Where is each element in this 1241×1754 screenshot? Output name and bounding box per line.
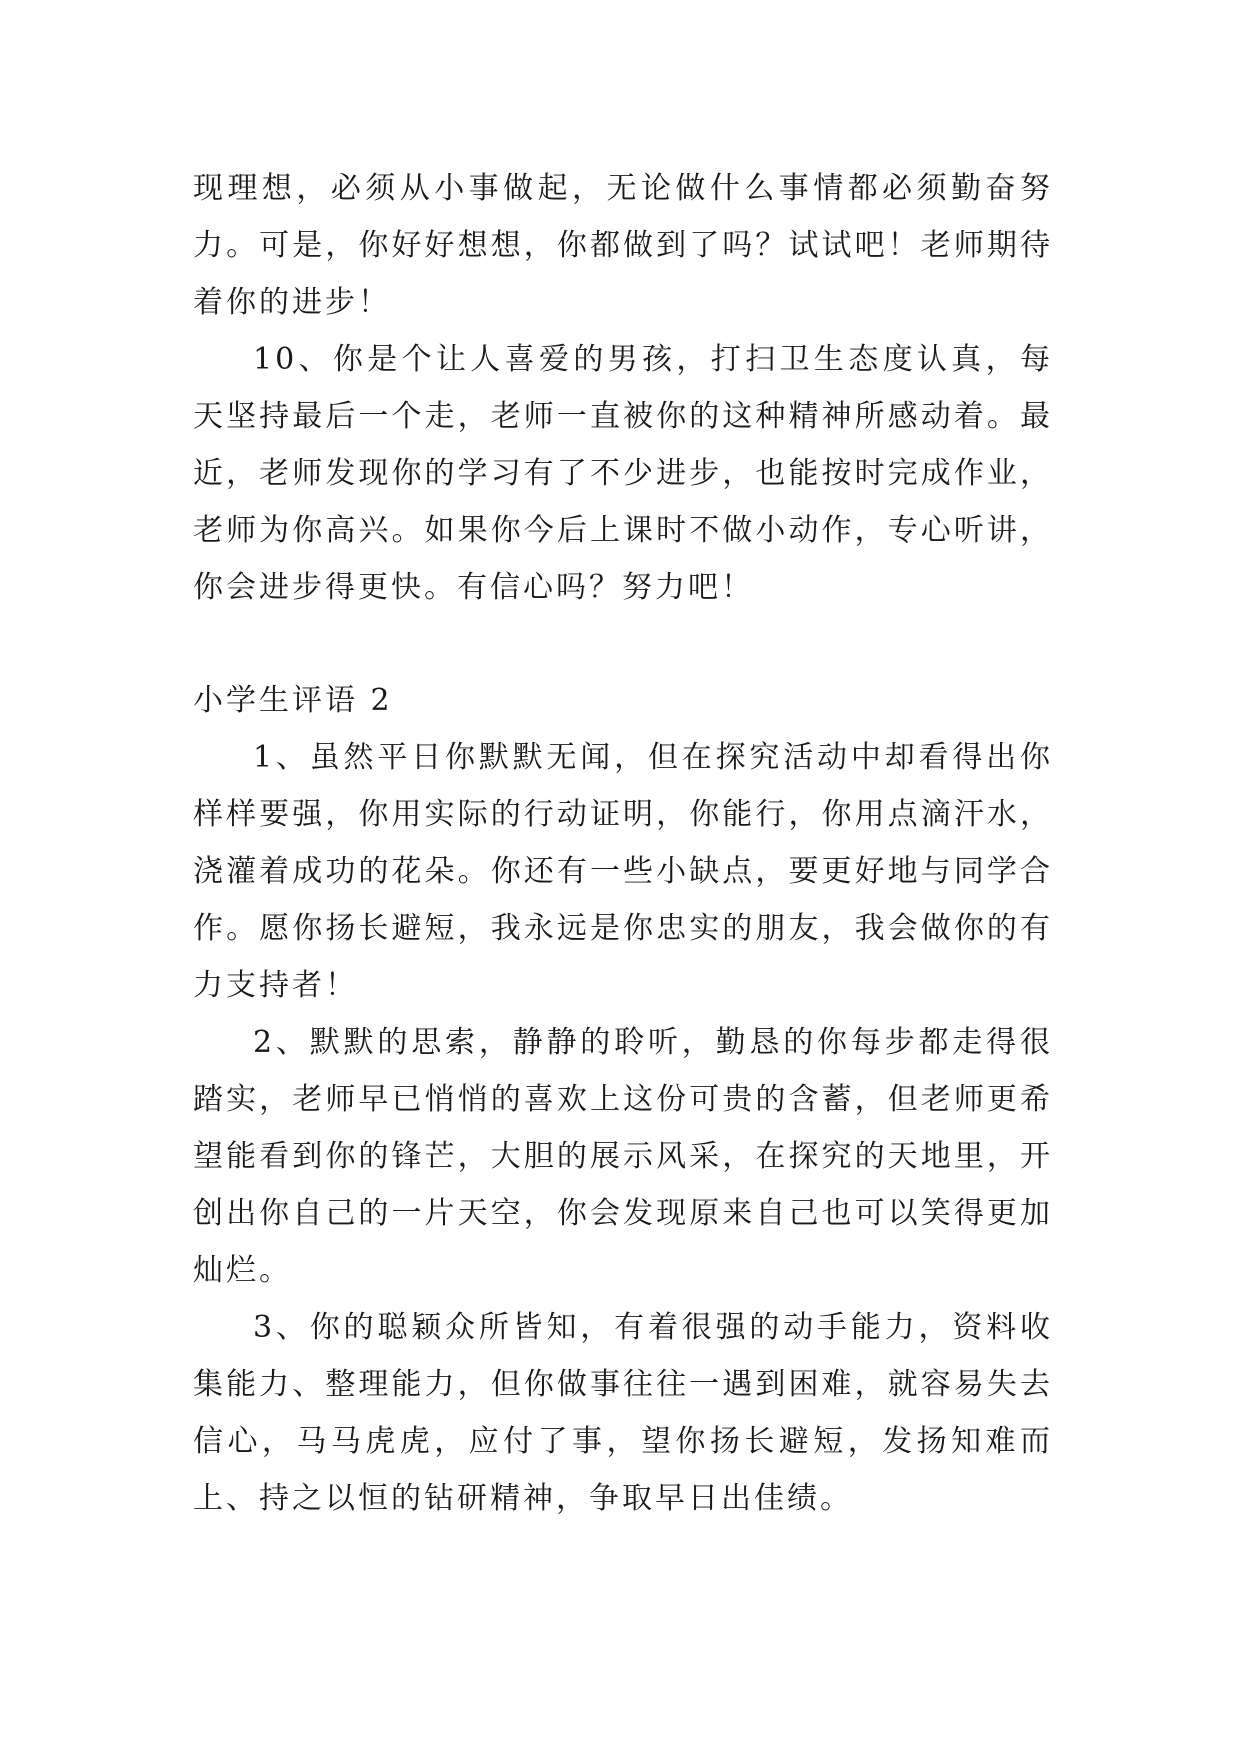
continued-paragraph: 现理想，必须从小事做起，无论做什么事情都必须勤奋努力。可是，你好好想想，你都做到了吗？试试吧！老师期待着你的进步！ — [193, 171, 1053, 320]
comment-paragraph-2: 2、默默的思索，静静的聆听，勤恳的你每步都走得很踏实，老师早已悄悄的喜欢上这份可贵的含蓄，但老师更希望能看到你的锋芒，大胆的展示风采，在探究的天地里，开创出你自己的一片天空，你会发现原来自己也可以笑得更加灿烂。 — [193, 1025, 1053, 1288]
document-body — [193, 160, 1053, 1527]
comment-paragraph-3: 3、你的聪颖众所皆知，有着很强的动手能力，资料收集能力、整理能力，但你做事往往一遇到困难，就容易失去信心，马马虎虎，应付了事，望你扬长避短，发扬知难而上、持之以恒的钻研精神，争取早日出佳绩。 — [193, 1310, 1053, 1516]
section-title: 小学生评语 2 — [193, 683, 393, 718]
comment-paragraph-1: 1、虽然平日你默默无闻，但在探究活动中却看得出你样样要强，你用实际的行动证明，你能行，你用点滴汗水，浇灌着成功的花朵。你还有一些小缺点，要更好地与同学合作。愿你扬长避短，我永远是你忠实的朋友，我会做你的有力支持者！ — [193, 740, 1053, 1003]
comment-paragraph-10: 10、你是个让人喜爱的男孩，打扫卫生态度认真，每天坚持最后一个走，老师一直被你的这种精神所感动着。最近，老师发现你的学习有了不少进步，也能按时完成作业，老师为你高兴。如果你今后上课时不做小动作，专心听讲，你会进步得更快。有信心吗？努力吧！ — [193, 342, 1053, 605]
